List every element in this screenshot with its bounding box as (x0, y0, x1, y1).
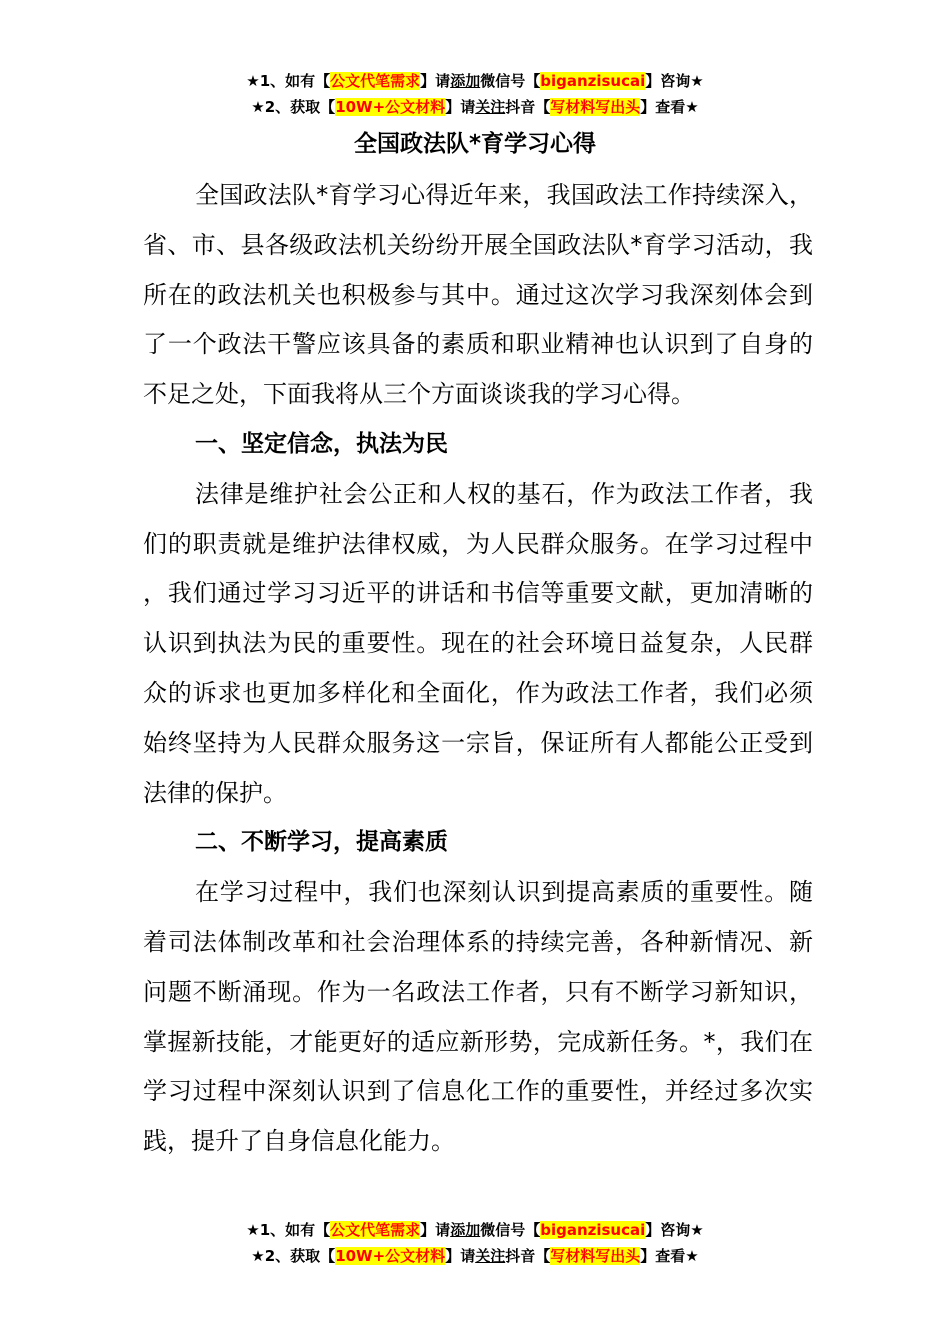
promo-line-2: ★2、获取【10W+公文材料】请关注抖音【写材料写出头】查看★ (251, 98, 699, 116)
promo-banner-top (0, 68, 950, 120)
document-body (143, 171, 813, 1167)
intro-paragraph: 全国政法队*育学习心得近年来，我国政法工作持续深入，省、市、县各级政法机关纷纷开展全国政法队*育学习活动，我所在的政法机关也积极参与其中。通过这次学习我深刻体会到了一个政法干警应该具备的素质和职业精神也认识到了自身的不足之处，下面我将从三个方面谈谈我的学习心得。 (143, 181, 813, 409)
promo-banner-bottom (0, 1217, 950, 1269)
highlight-douyin-account: 写材料写出头 (550, 98, 641, 116)
highlight-materials: 10W+公文材料 (335, 98, 446, 116)
section-1-paragraph: 法律是维护社会公正和人权的基石，作为政法工作者，我们的职责就是维护法律权威，为人民群众服务。在学习过程中，我们通过学习习近平的讲话和书信等重要文献，更加清晰的认识到执法为民的重要性。现在的社会环境日益复杂，人民群众的诉求也更加多样化和全面化，作为政法工作者，我们必须始终坚持为人民群众服务这一宗旨，保证所有人都能公正受到法律的保护。 (143, 479, 813, 807)
promo-line-1: ★1、如有【公文代笔需求】请添加微信号【biganzisucai】咨询★ (246, 72, 704, 90)
section-2-paragraph: 在学习过程中，我们也深刻认识到提高素质的重要性。随着司法体制改革和社会治理体系的持续完善，各种新情况、新问题不断涌现。作为一名政法工作者，只有不断学习新知识，掌握新技能，才能更好的适应新形势，完成新任务。*，我们在学习过程中深刻认识到了信息化工作的重要性，并经过多次实践，提升了自身信息化能力。 (143, 878, 813, 1156)
highlight-douyin-account: 写材料写出头 (550, 1247, 641, 1265)
highlight-wechat-id: biganzisucai (540, 72, 646, 90)
document-title: 全国政法队*育学习心得 (353, 131, 597, 157)
highlight-service: 公文代笔需求 (330, 1221, 421, 1239)
section-1-heading: 一、坚定信念，执法为民 (195, 430, 448, 457)
highlight-service: 公文代笔需求 (330, 72, 421, 90)
highlight-wechat-id: biganzisucai (540, 1221, 646, 1239)
promo-line-1: ★1、如有【公文代笔需求】请添加微信号【biganzisucai】咨询★ (246, 1221, 704, 1239)
section-2-heading: 二、不断学习，提高素质 (195, 829, 448, 856)
promo-line-2: ★2、获取【10W+公文材料】请关注抖音【写材料写出头】查看★ (251, 1247, 699, 1265)
highlight-materials: 10W+公文材料 (335, 1247, 446, 1265)
